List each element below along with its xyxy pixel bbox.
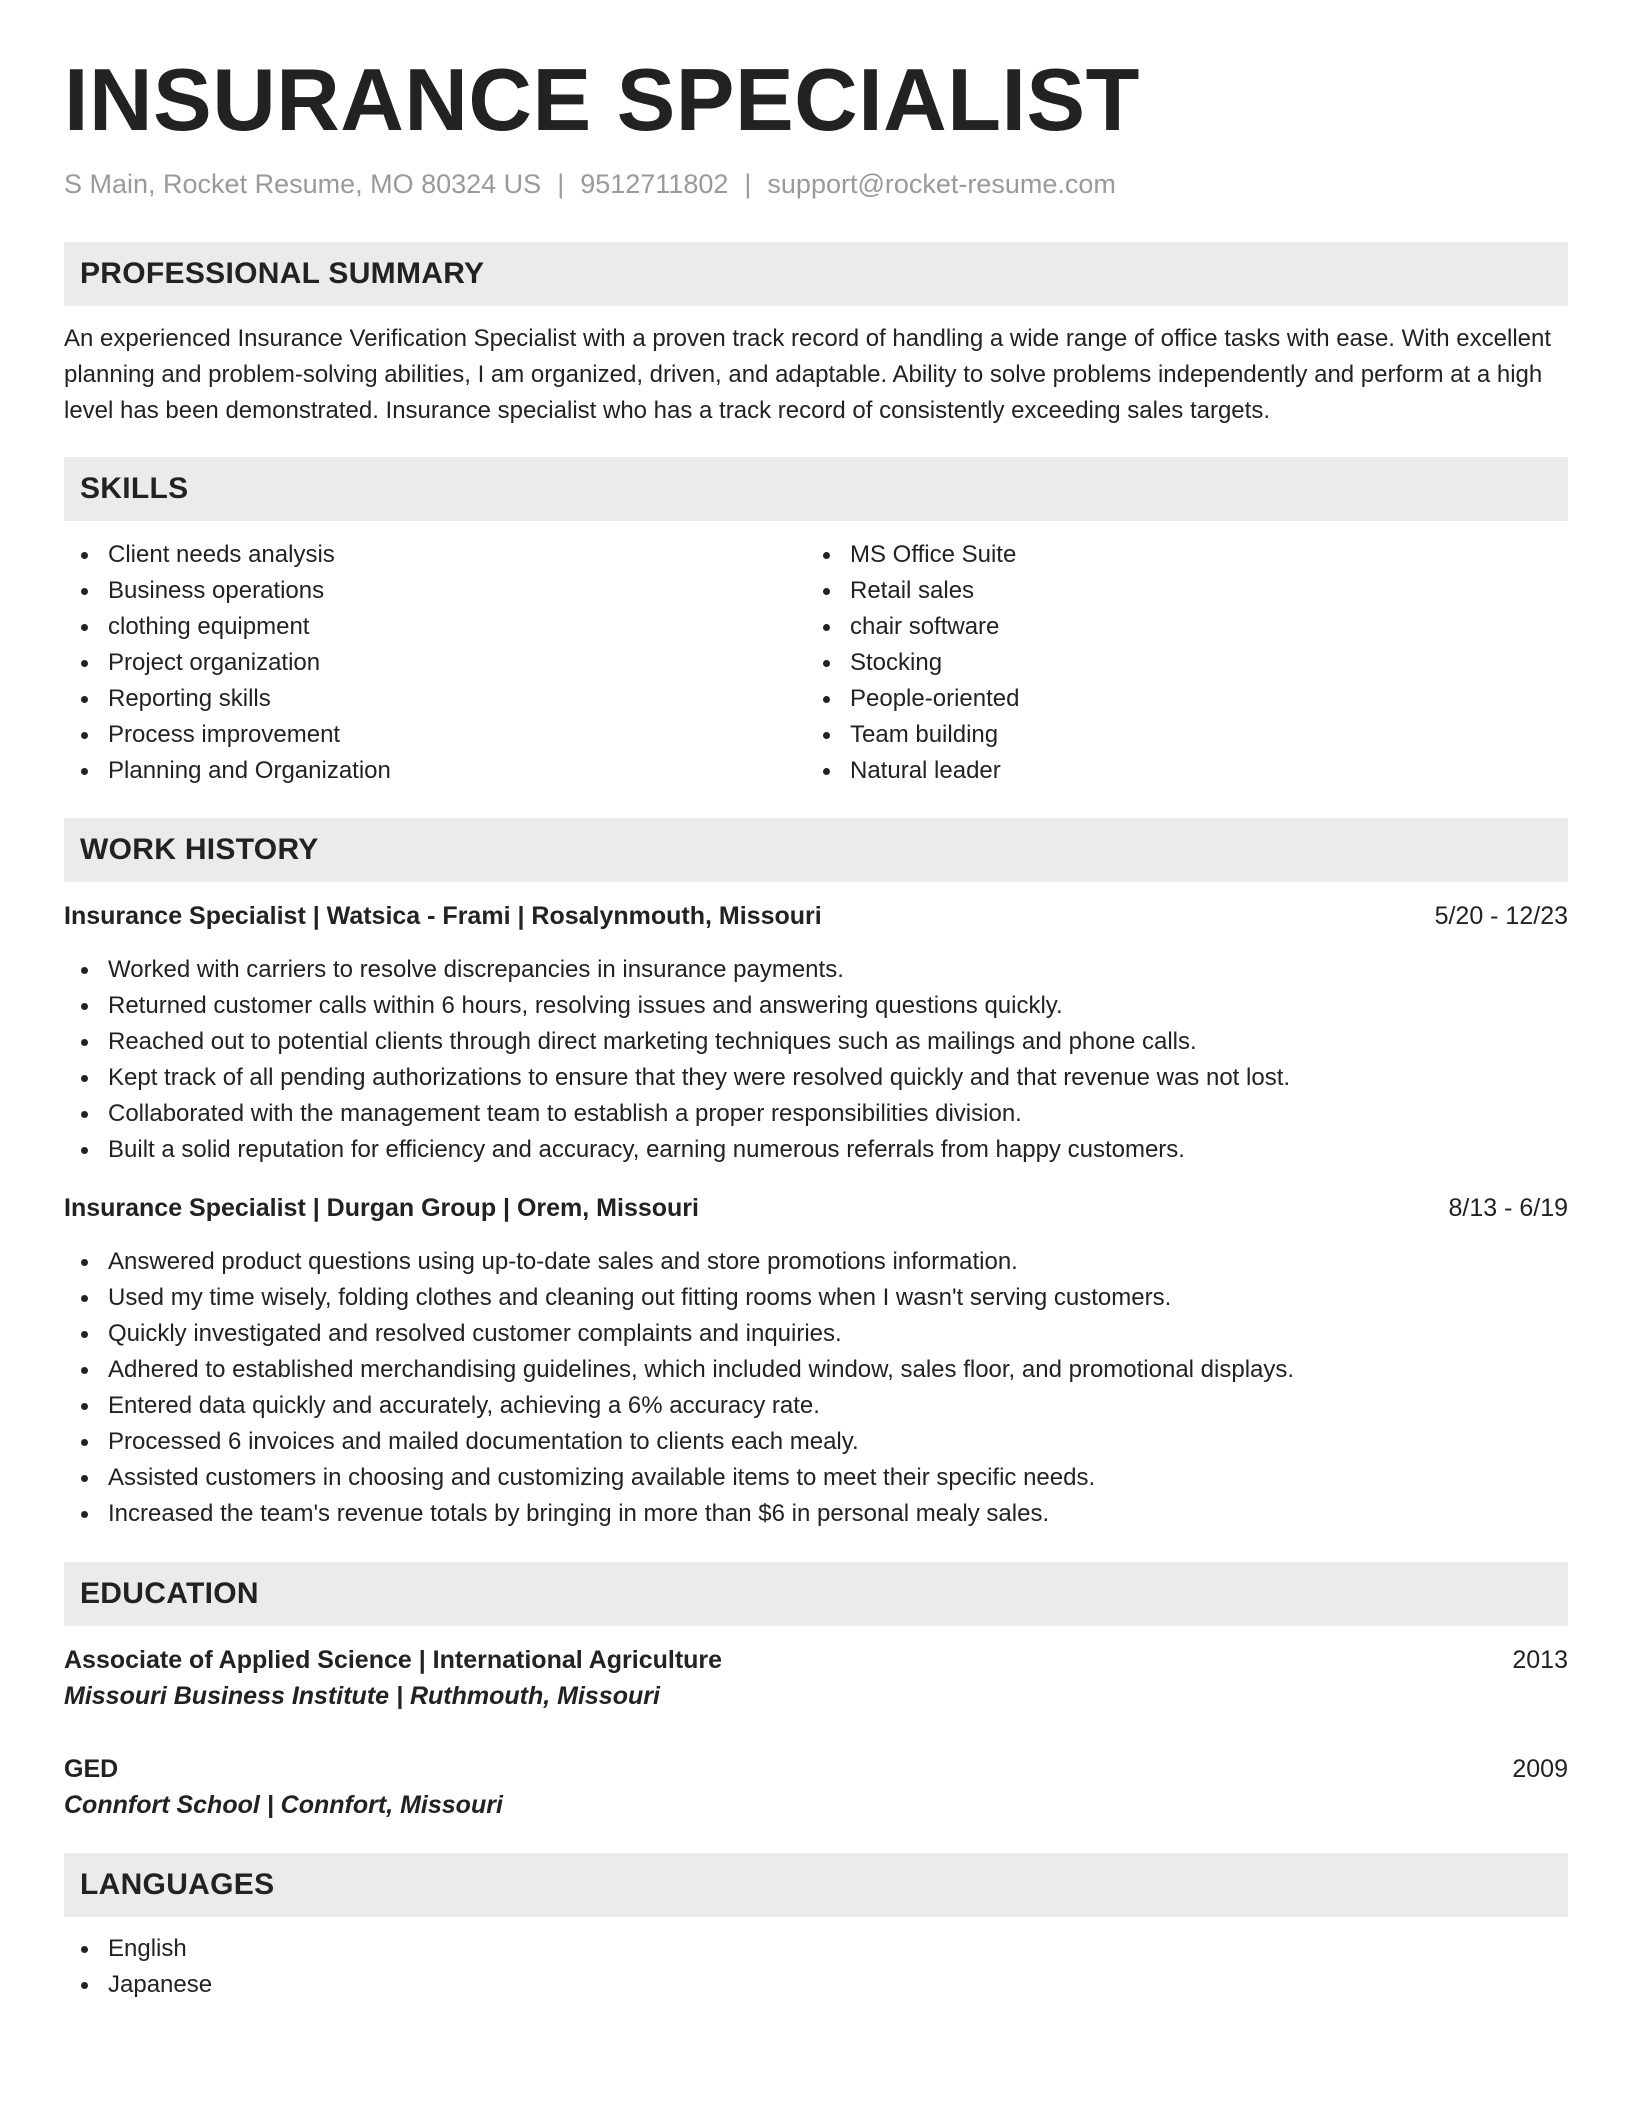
summary-section-header: PROFESSIONAL SUMMARY (64, 242, 1568, 306)
contact-line (64, 166, 1568, 202)
education-degree: GED (64, 1755, 119, 1783)
job-bullet: Collaborated with the management team to establish a proper responsibilities division. (64, 1096, 1568, 1132)
job-bullets (64, 1244, 1568, 1532)
skills-section-header: SKILLS (64, 457, 1568, 521)
job-title: Insurance Specialist | Watsica - Frami | Rosalynmouth, Missouri (64, 902, 822, 930)
job-dates: 5/20 - 12/23 (1434, 902, 1568, 930)
education-year: 2009 (1512, 1755, 1568, 1783)
education-school: Missouri Business Institute | Ruthmouth, Missouri (64, 1682, 660, 1710)
job-entry (64, 1190, 1568, 1532)
job-bullet: Processed 6 invoices and mailed documentation to clients each mealy. (64, 1424, 1568, 1460)
job-bullet: Worked with carriers to resolve discrepancies in insurance payments. (64, 952, 1568, 988)
job-dates: 8/13 - 6/19 (1448, 1194, 1568, 1222)
job-bullet: Used my time wisely, folding clothes and cleaning out fitting rooms when I wasn't serving customers. (64, 1280, 1568, 1316)
candidate-name: INSURANCE SPECIALIST (64, 50, 1140, 149)
work-section-header: WORK HISTORY (64, 818, 1568, 882)
job-entry (64, 898, 1568, 1168)
job-title: Insurance Specialist | Durgan Group | Orem, Missouri (64, 1194, 699, 1222)
skills-list-right (806, 537, 1548, 789)
contact-address: S Main, Rocket Resume, MO 80324 US (64, 169, 542, 199)
job-bullet: Built a solid reputation for efficiency and accuracy, earning numerous referrals from happy customers. (64, 1132, 1568, 1168)
education-entry (64, 1751, 1568, 1823)
skills-columns (64, 537, 1568, 789)
job-bullet: Increased the team's revenue totals by bringing in more than $6 in personal mealy sales. (64, 1496, 1568, 1532)
education-section-header: EDUCATION (64, 1562, 1568, 1626)
skill-item: People-oriented (806, 681, 1548, 717)
skill-item: chair software (806, 609, 1548, 645)
job-bullet: Quickly investigated and resolved customer complaints and inquiries. (64, 1316, 1568, 1352)
languages-section-header: LANGUAGES (64, 1853, 1568, 1917)
skill-item: Project organization (64, 645, 806, 681)
skill-item: Planning and Organization (64, 753, 806, 789)
education-degree: Associate of Applied Science | International Agriculture (64, 1646, 723, 1674)
job-heading-row (64, 898, 1568, 934)
resume-page (64, 50, 1568, 2003)
job-bullets (64, 952, 1568, 1168)
languages-list (64, 1931, 1568, 2003)
skill-item: Stocking (806, 645, 1548, 681)
education-heading-row (64, 1751, 1568, 1787)
skill-item: Business operations (64, 573, 806, 609)
job-bullet: Returned customer calls within 6 hours, resolving issues and answering questions quickly. (64, 988, 1568, 1024)
job-bullet: Reached out to potential clients through direct marketing techniques such as mailings and phone calls. (64, 1024, 1568, 1060)
education-year: 2013 (1512, 1646, 1568, 1674)
language-item: English (64, 1931, 1568, 1967)
skill-item: Team building (806, 717, 1548, 753)
skill-item: Retail sales (806, 573, 1548, 609)
education-heading-row (64, 1642, 1568, 1678)
job-heading-row (64, 1190, 1568, 1226)
skills-list-left (64, 537, 806, 789)
summary-text: An experienced Insurance Verification Specialist with a proven track record of handling a wide range of office tasks with ease. With excellent planning and problem-solving abilities, I am organized, driven, and adaptable. Ability to solve problems independently and perform at a high level has been demonstrated. Insurance specialist who has a track record of consistently exceeding sales targets. (64, 325, 1552, 424)
education-entry (64, 1642, 1568, 1714)
skill-item: Natural leader (806, 753, 1548, 789)
job-bullet: Answered product questions using up-to-date sales and store promotions information. (64, 1244, 1568, 1280)
contact-separator: | (557, 169, 565, 199)
skill-item: Client needs analysis (64, 537, 806, 573)
language-item: Japanese (64, 1967, 1568, 2003)
job-bullet: Kept track of all pending authorizations to ensure that they were resolved quickly and that revenue was not lost. (64, 1060, 1568, 1096)
contact-phone: 9512711802 (580, 169, 729, 199)
job-bullet: Adhered to established merchandising guidelines, which included window, sales floor, and promotional displays. (64, 1352, 1568, 1388)
education-school: Connfort School | Connfort, Missouri (64, 1791, 503, 1819)
skill-item: clothing equipment (64, 609, 806, 645)
job-bullet: Assisted customers in choosing and customizing available items to meet their specific needs. (64, 1460, 1568, 1496)
contact-email: support@rocket-resume.com (767, 169, 1116, 199)
skill-item: Process improvement (64, 717, 806, 753)
job-bullet: Entered data quickly and accurately, achieving a 6% accuracy rate. (64, 1388, 1568, 1424)
skill-item: Reporting skills (64, 681, 806, 717)
skill-item: MS Office Suite (806, 537, 1548, 573)
contact-separator: | (744, 169, 752, 199)
